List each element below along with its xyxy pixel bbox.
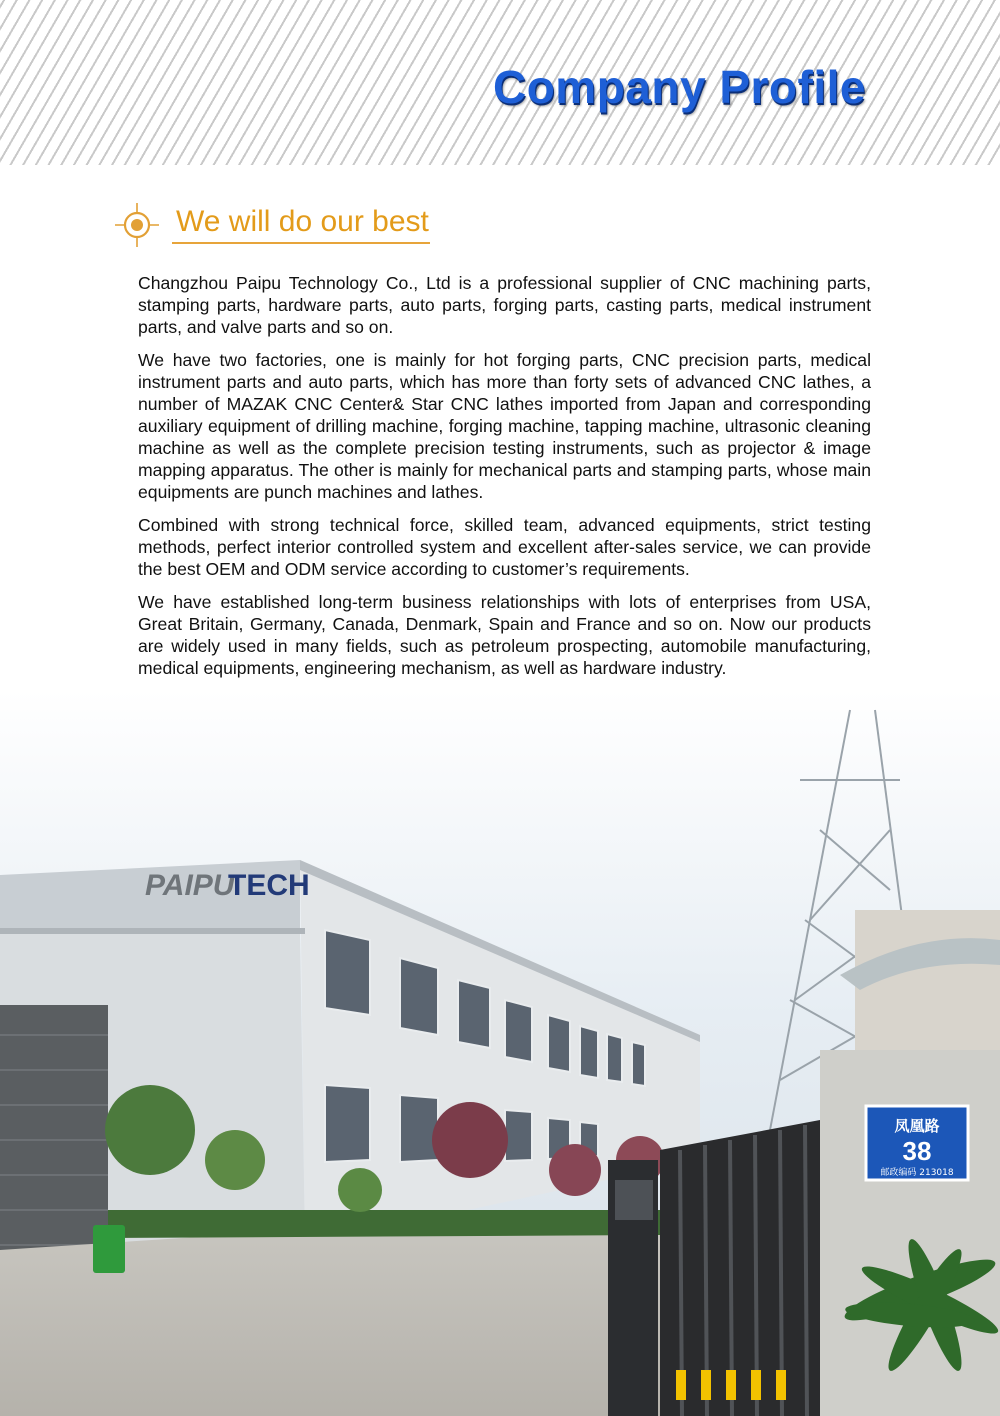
page-title: Company Profile	[492, 61, 866, 113]
green-bin	[93, 1225, 125, 1273]
section-heading: We will do our best	[176, 205, 429, 238]
building-sign-paipu: PAIPU	[145, 869, 235, 902]
address-number: 38	[902, 1136, 932, 1166]
paragraph-factories: We have two factories, one is mainly for hot forging parts, CNC precision parts, medical instrument parts and auto parts, which has more than forty sets of advanced CNC lathes, a number of MAZAK CNC Center& Star CNC lathes imported from Japan and corresponding auxiliary equipment of drilling machine, forging machine, tapping machine, ultrasonic cleaning machine as well as the complete precision testing instruments, such as projector & image mapping apparatus. The other is mainly for mechanical parts and stamping parts, whose main equipments are punch machines and lathes.	[138, 350, 871, 502]
crosshair-icon	[115, 203, 159, 247]
paragraph-strengths: Combined with strong technical force, skilled team, advanced equipments, strict testing methods, perfect interior controlled system and excellent after-sales service, we can provide the best OEM and ODM service according to customer’s requirements.	[138, 515, 871, 579]
address-street: 凤凰路	[894, 1117, 940, 1135]
factory-photo	[0, 690, 1000, 1416]
paragraph-intro: Changzhou Paipu Technology Co., Ltd is a professional supplier of CNC machining parts, stamping parts, hardware parts, auto parts, forging parts, casting parts, medical instrument parts, and valve parts and so on.	[138, 273, 871, 337]
paragraph-customers: We have established long-term business relationships with lots of enterprises from USA, Great Britain, Germany, Canada, Denmark, Spain and France and so on. Now our products are widely used in many fields, such as petroleum prospecting, automobile manufacturing, medical equipments, engineering mechanism, as well as hardware industry.	[138, 592, 871, 678]
building-sign-tech: TECH	[228, 869, 310, 902]
gatehouse	[855, 910, 1000, 1070]
heading-underline	[172, 242, 430, 244]
address-postcode: 邮政编码 213018	[880, 1168, 954, 1178]
